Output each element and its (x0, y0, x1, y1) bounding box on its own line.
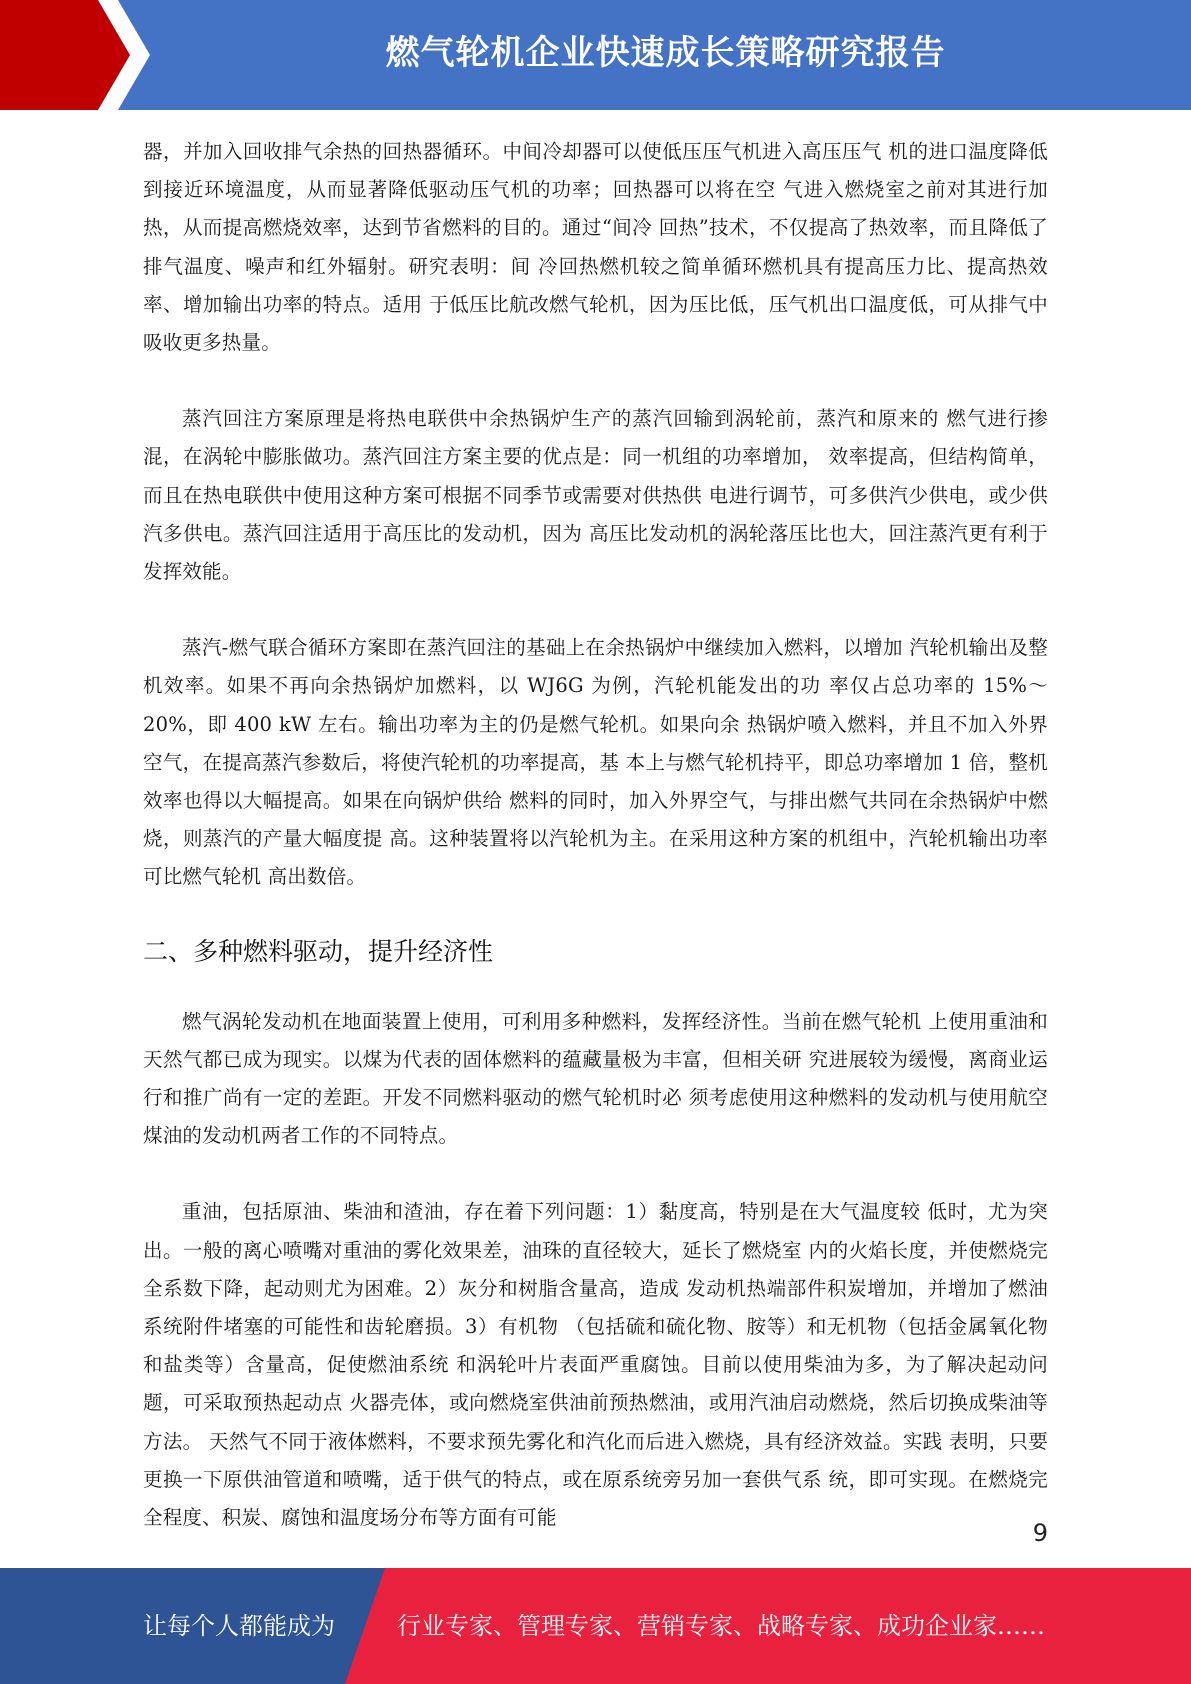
page-header (0, 0, 1191, 110)
paragraph-intercool-regenerative: 器，并加入回收排气余热的回热器循环。中间冷却器可以使低压压气机进入高压压气 机的进口温度降低到接近环境温度，从而显著降低驱动压气机的功率；回热器可以将在空 气进入燃烧室之前对其进行加热，从而提高燃烧效率，达到节省燃料的目的。通过“间冷 回热”技术，不仅提高了热效率，而且降低了排气温度、噪声和红外辐射。研究表明：间 冷回热燃机较之简单循环燃机具有提高压力比、提高热效率、增加输出功率的特点。适用 于低压比航改燃气轮机，因为压比低，压气机出口温度低，可从排气中吸收更多热量。 (143, 140, 1048, 355)
footer-slogan-left: 让每个人都能成为 (143, 1612, 335, 1640)
footer-slogan-right: 行业专家、管理专家、营销专家、战略专家、成功企业家…… (397, 1612, 1045, 1640)
paragraph-combined-cycle: 蒸汽-燃气联合循环方案即在蒸汽回注的基础上在余热锅炉中继续加入燃料，以增加 汽轮机输出及整机效率。如果不再向余热锅炉加燃料，以 WJ6G 为例，汽轮机能发出的功 率仅占总功率的 15%～20%，即 400 kW 左右。输出功率为主的仍是燃气轮机。如果向余 热锅炉喷入燃料，并且不加入外界空气，在提高蒸汽参数后，将使汽轮机的功率提高，基 本上与燃气轮机持平，即总功率增加 1 倍，整机效率也得以大幅提高。如果在向锅炉供给 燃料的同时，加入外界空气，与排出燃气共同在余热锅炉中燃烧，则蒸汽的产量大幅度提 高。这种装置将以汽轮机为主。在采用这种方案的机组中，汽轮机输出功率可比燃气轮机 高出数倍。 (143, 636, 1048, 889)
document-title: 燃气轮机企业快速成长策略研究报告 (385, 33, 946, 73)
paragraph-multi-fuel: 燃气涡轮发动机在地面装置上使用，可利用多种燃料，发挥经济性。当前在燃气轮机 上使用重油和天然气都已成为现实。以煤为代表的固体燃料的蕴藏量极为丰富，但相关研 究进展较为缓慢，离商业运行和推广尚有一定的差距。开发不同燃料驱动的燃气轮机时必 须考虑使用这种燃料的发动机与使用航空煤油的发动机两者工作的不同特点。 (143, 1009, 1048, 1148)
page-number: 9 (1032, 1519, 1048, 1547)
document-body (143, 133, 1048, 1537)
paragraph-steam-injection: 蒸汽回注方案原理是将热电联供中余热锅炉生产的蒸汽回输到涡轮前，蒸汽和原来的 燃气进行掺混，在涡轮中膨胀做功。蒸汽回注方案主要的优点是：同一机组的功率增加， 效率提高，但结构简单，而且在热电联供中使用这种方案可根据不同季节或需要对供热供 电进行调节，可多供汽少供电，或少供汽多供电。蒸汽回注适用于高压比的发动机，因为 高压比发动机的涡轮落压比也大，回注蒸汽更有利于发挥效能。 (143, 407, 1048, 584)
page-footer (0, 1568, 1191, 1684)
section-heading: 二、多种燃料驱动，提升经济性 (143, 936, 494, 966)
paragraph-heavy-oil: 重油，包括原油、柴油和渣油，存在着下列问题：1）黏度高，特别是在大气温度较 低时，尤为突出。一般的离心喷嘴对重油的雾化效果差，油珠的直径较大，延长了燃烧室 内的火焰长度，并使燃烧完全系数下降，起动则尤为困难。2）灰分和树脂含量高，造成 发动机热端部件积炭增加，并增加了燃油系统附件堵塞的可能性和齿轮磨损。3）有机物 （包括硫和硫化物、胺等）和无机物（包括金属氧化物和盐类等）含量高，促使燃油系统 和涡轮叶片表面严重腐蚀。目前以使用柴油为多，为了解决起动问题，可采取预热起动点 火器壳体，或向燃烧室供油前预热燃油，或用汽油启动燃烧，然后切换成柴油等方法。 天然气不同于液体燃料，不要求预先雾化和汽化而后进入燃烧，具有经济效益。实践 表明，只要更换一下原供油管道和喷嘴，适于供气的特点，或在原系统旁另加一套供气系 统，即可实现。在燃烧完全程度、积炭、腐蚀和温度场分布等方面有可能 (143, 1200, 1048, 1530)
